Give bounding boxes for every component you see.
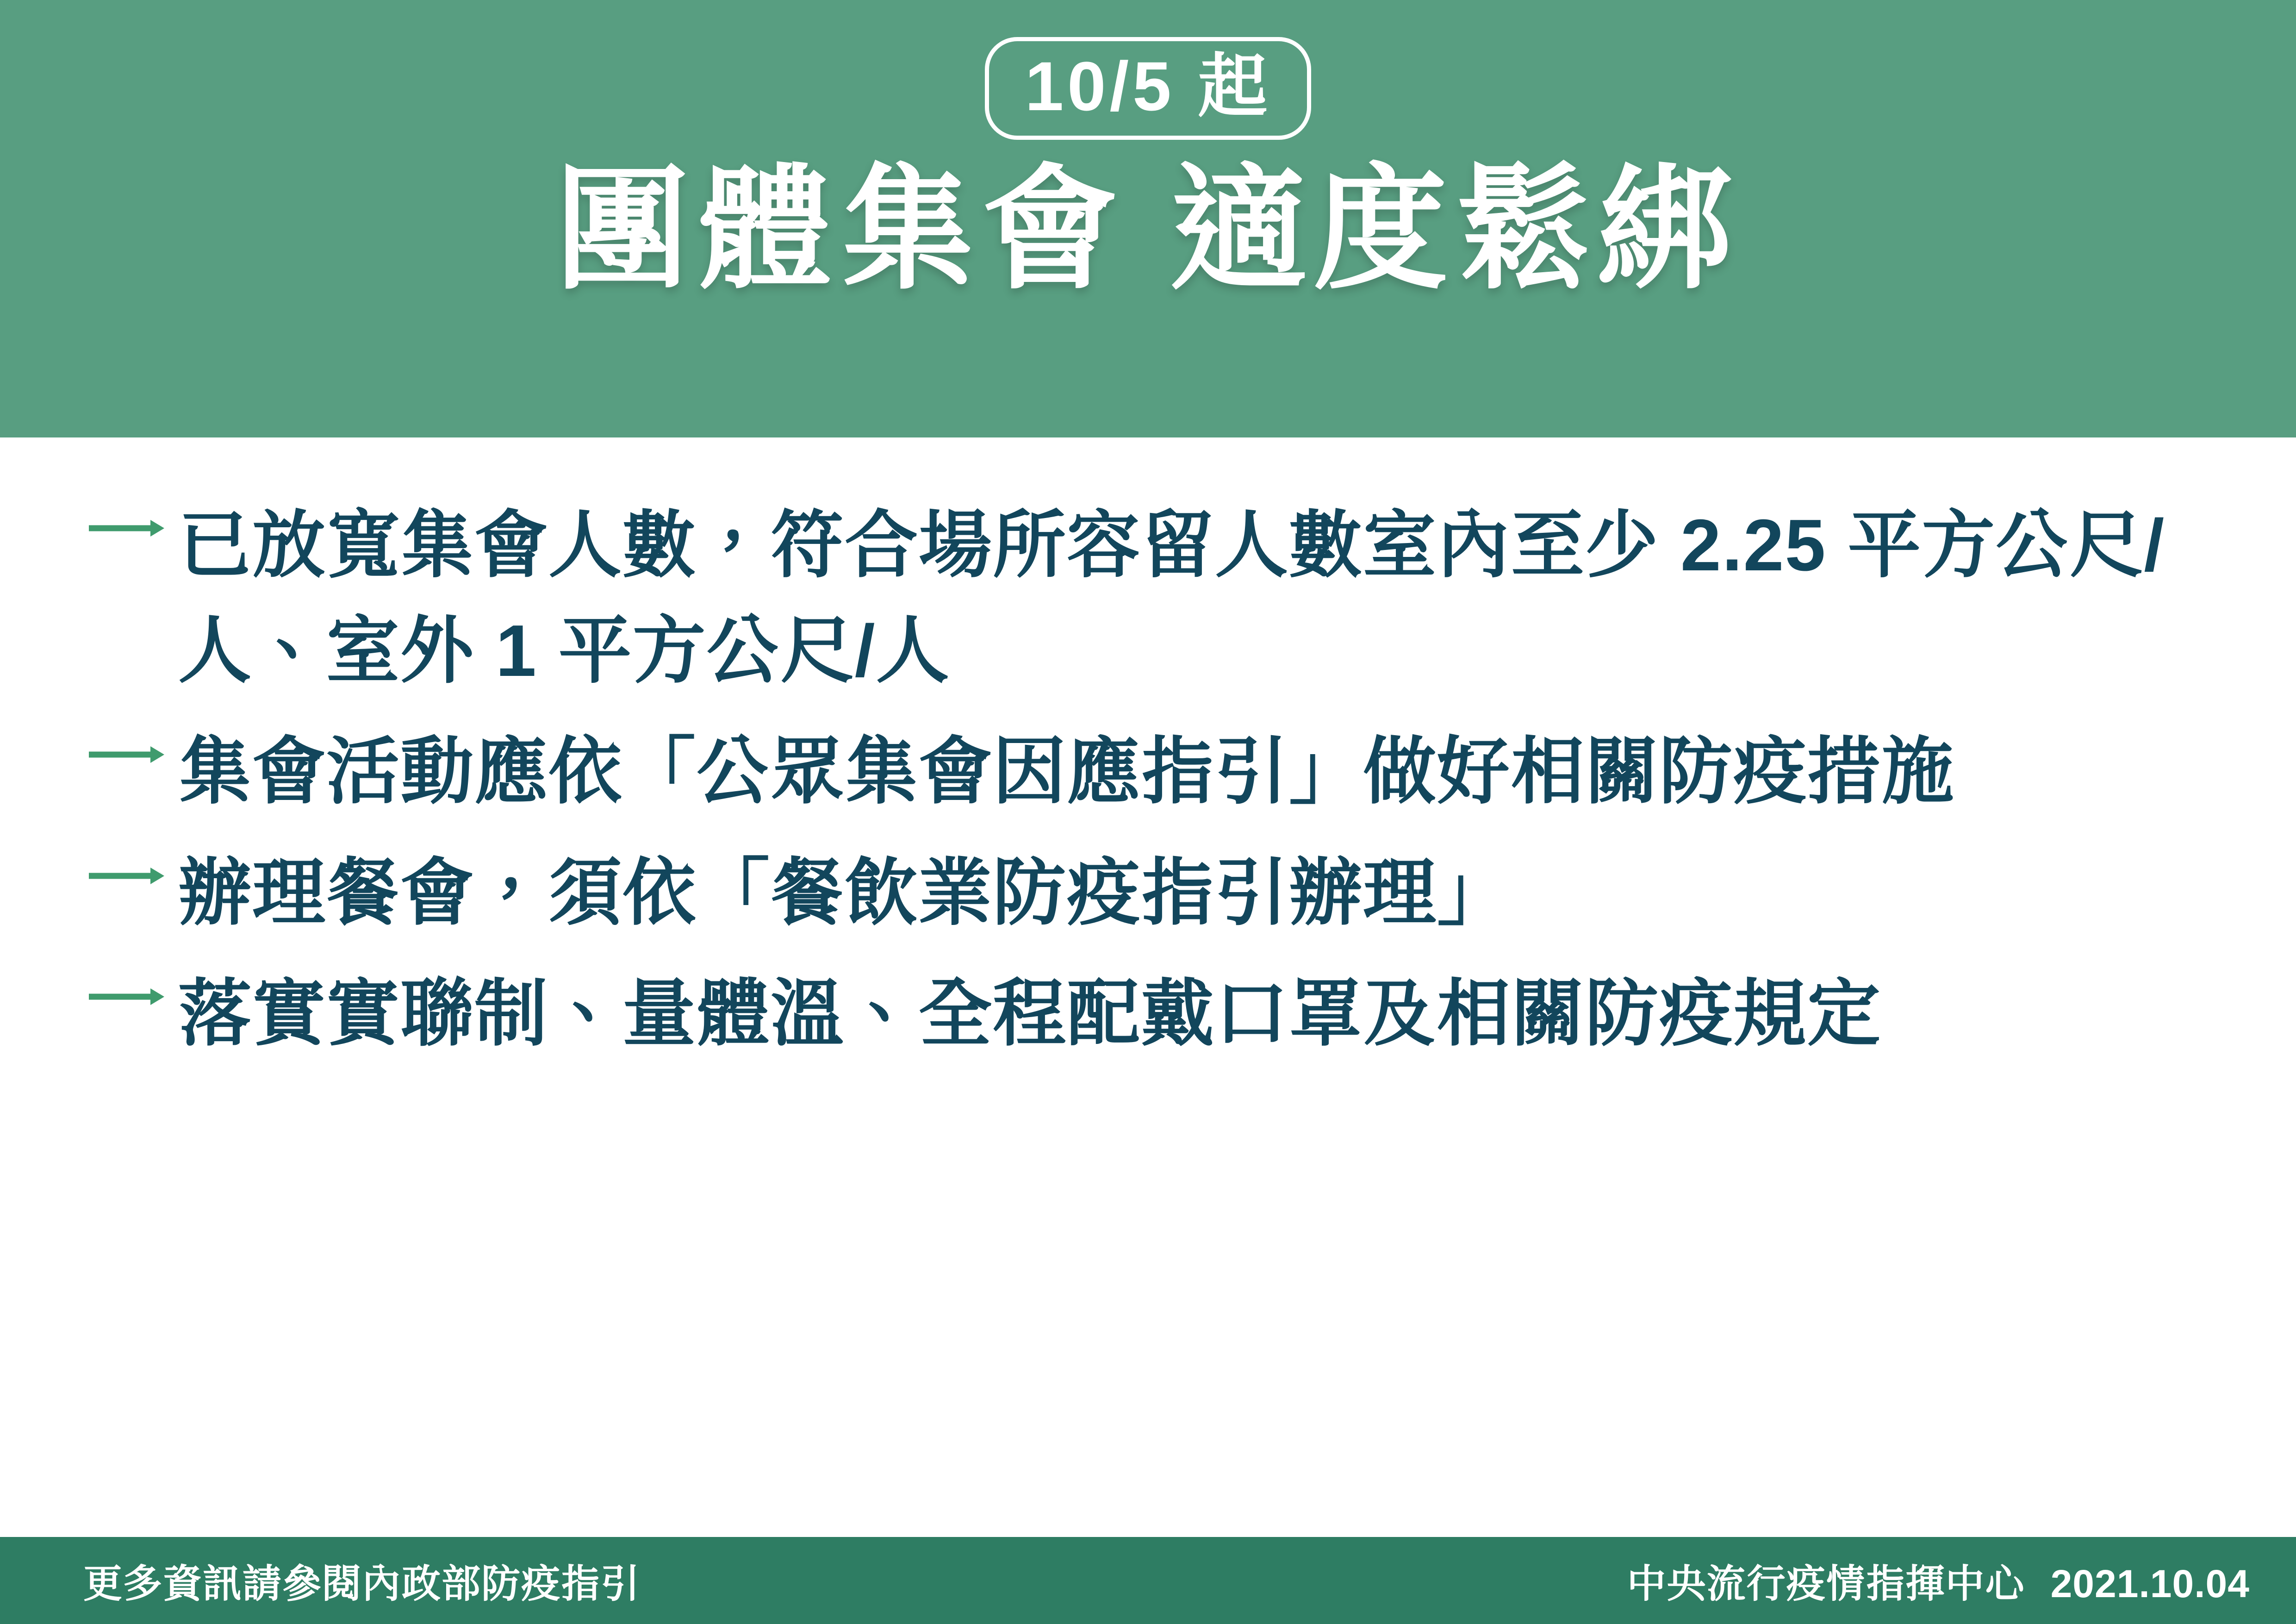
list-item-text: 落實實聯制、量體溫、全程配戴口罩及相關防疫規定: [178, 973, 1881, 1055]
list-item: [79, 841, 2227, 946]
footer-note: 更多資訊請參閱內政部防疫指引: [83, 1562, 641, 1605]
arrow-right-icon: [88, 519, 164, 537]
list-item-text: 集會活動應依「公眾集會因應指引」做好相關防疫措施: [178, 731, 1955, 813]
footer-source: [1627, 1553, 2250, 1609]
effective-date-badge: 10/5 起: [985, 37, 1312, 140]
poster-body: [0, 437, 2296, 1537]
list-item-text: 已放寬集會人數，符合場所容留人數室內至少 2.25 平方公尺/人、室外 1 平方公尺/人: [178, 505, 2165, 692]
list-item: [79, 962, 2227, 1067]
poster-footer: [0, 1537, 2296, 1624]
list-item-text: 辦理餐會，須依「餐飲業防疫指引辦理」: [178, 852, 1511, 934]
guideline-list: [79, 493, 2227, 1067]
list-item: [79, 719, 2227, 825]
poster-header: [0, 0, 2296, 437]
arrow-right-icon: [88, 987, 164, 1006]
arrow-right-icon: [88, 745, 164, 764]
page-title: 團體集會 適度鬆綁: [555, 155, 1741, 305]
arrow-right-icon: [88, 867, 164, 885]
footer-date: 2021.10.04: [2050, 1562, 2250, 1605]
list-item: [79, 493, 2227, 704]
footer-organization: 中央流行疫情指揮中心: [1627, 1562, 2025, 1605]
